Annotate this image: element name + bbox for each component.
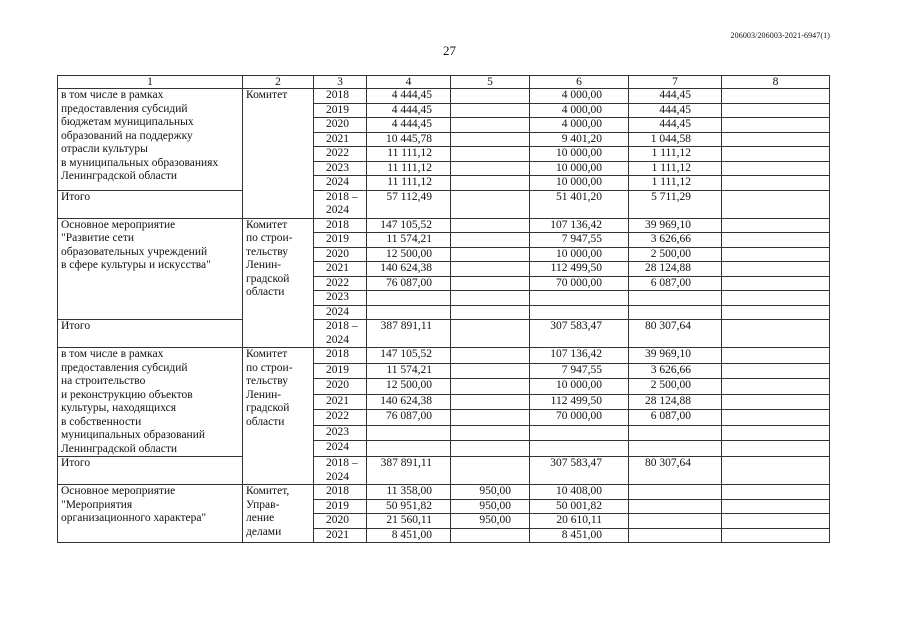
other-sources-cell — [722, 291, 830, 306]
year-cell: 2023 — [314, 291, 367, 306]
local-budget-cell: 28 124,88 — [629, 262, 722, 277]
local-budget-cell: 39 969,10 — [629, 218, 722, 233]
federal-budget-cell — [451, 247, 530, 262]
local-budget-cell: 1 111,12 — [629, 147, 722, 162]
regional-budget-cell — [530, 291, 629, 306]
total-amount-cell: 140 624,38 — [367, 262, 451, 277]
column-header: 5 — [451, 76, 530, 89]
executor-line: Комитет — [246, 89, 288, 101]
other-sources-cell — [722, 218, 830, 233]
total-amount-cell — [367, 425, 451, 441]
executor-line: Ленин- — [246, 259, 282, 271]
column-header: 1 — [58, 76, 243, 89]
regional-budget-cell: 51 401,20 — [530, 190, 629, 218]
other-sources-cell — [722, 394, 830, 410]
description-line: предоставления субсидий — [61, 361, 188, 374]
local-budget-cell: 5 711,29 — [629, 190, 722, 218]
total-amount-cell: 387 891,11 — [367, 320, 451, 348]
other-sources-cell — [722, 499, 830, 514]
other-sources-cell — [722, 514, 830, 529]
total-label: Итого — [58, 190, 243, 218]
column-header: 8 — [722, 76, 830, 89]
other-sources-cell — [722, 89, 830, 104]
year-cell: 2020 — [314, 118, 367, 133]
local-budget-cell: 39 969,10 — [629, 348, 722, 364]
regional-budget-cell: 307 583,47 — [530, 320, 629, 348]
federal-budget-cell — [451, 348, 530, 364]
period-line: 2024 — [326, 333, 349, 346]
regional-budget-cell — [530, 441, 629, 457]
local-budget-cell — [629, 441, 722, 457]
regional-budget-cell — [530, 425, 629, 441]
regional-budget-cell: 107 136,42 — [530, 218, 629, 233]
regional-budget-cell: 112 499,50 — [530, 394, 629, 410]
federal-budget-cell: 950,00 — [451, 514, 530, 529]
local-budget-cell: 80 307,64 — [629, 320, 722, 348]
local-budget-cell: 28 124,88 — [629, 394, 722, 410]
year-cell: 2019 — [314, 233, 367, 248]
regional-budget-cell: 70 000,00 — [530, 410, 629, 426]
regional-budget-cell: 70 000,00 — [530, 276, 629, 291]
executor-line: делами — [246, 525, 282, 538]
year-cell: 2020 — [314, 247, 367, 262]
local-budget-cell — [629, 305, 722, 320]
year-cell: 2022 — [314, 276, 367, 291]
total-amount-cell: 11 111,12 — [367, 147, 451, 162]
regional-budget-cell: 10 000,00 — [530, 161, 629, 176]
local-budget-cell: 444,45 — [629, 118, 722, 133]
total-row — [58, 457, 830, 485]
description-line: бюджетам муниципальных — [61, 116, 194, 128]
regional-budget-cell: 4 000,00 — [530, 118, 629, 133]
period-line: 2024 — [326, 470, 349, 483]
other-sources-cell — [722, 348, 830, 364]
regional-budget-cell: 50 001,82 — [530, 499, 629, 514]
total-amount-cell: 147 105,52 — [367, 218, 451, 233]
total-row — [58, 190, 830, 218]
regional-budget-cell: 20 610,11 — [530, 514, 629, 529]
federal-budget-cell — [451, 379, 530, 395]
federal-budget-cell — [451, 176, 530, 191]
regional-budget-cell — [530, 305, 629, 320]
other-sources-cell — [722, 147, 830, 162]
federal-budget-cell — [451, 161, 530, 176]
year-cell: 2024 — [314, 305, 367, 320]
other-sources-cell — [722, 320, 830, 348]
local-budget-cell — [629, 485, 722, 500]
year-cell: 2023 — [314, 425, 367, 441]
other-sources-cell — [722, 363, 830, 379]
federal-budget-cell: 950,00 — [451, 499, 530, 514]
regional-budget-cell: 10 000,00 — [530, 147, 629, 162]
year-cell: 2021 — [314, 394, 367, 410]
total-amount-cell: 12 500,00 — [367, 379, 451, 395]
total-amount-cell: 76 087,00 — [367, 410, 451, 426]
federal-budget-cell — [451, 410, 530, 426]
description-line: организационного характера" — [61, 512, 207, 524]
description-line: в муниципальных образованиях — [61, 156, 219, 169]
federal-budget-cell — [451, 441, 530, 457]
federal-budget-cell — [451, 233, 530, 248]
other-sources-cell — [722, 190, 830, 218]
description-line: "Мероприятия — [61, 498, 133, 511]
total-amount-cell: 12 500,00 — [367, 247, 451, 262]
description-line: в собственности — [61, 415, 142, 428]
executor-line: области — [246, 286, 285, 298]
local-budget-cell — [629, 499, 722, 514]
year-cell: 2024 — [314, 441, 367, 457]
description-line: в том числе в рамках — [61, 348, 164, 360]
executor-line: Комитет — [246, 218, 288, 231]
description-line: предоставления субсидий — [61, 102, 188, 115]
description-line: образований на поддержку — [61, 129, 193, 142]
executor-line: по строи- — [246, 361, 293, 374]
total-amount-cell: 11 574,21 — [367, 233, 451, 248]
table-row — [58, 89, 830, 104]
budget-table — [57, 75, 830, 543]
federal-budget-cell: 950,00 — [451, 485, 530, 500]
executor-cell — [243, 218, 314, 348]
local-budget-cell: 6 087,00 — [629, 276, 722, 291]
page-number: 27 — [443, 43, 456, 58]
other-sources-cell — [722, 118, 830, 133]
year-cell: 2022 — [314, 147, 367, 162]
description-line: в сфере культуры и искусства" — [61, 259, 211, 271]
executor-line: градской — [246, 402, 290, 414]
local-budget-cell: 80 307,64 — [629, 457, 722, 485]
column-header: 6 — [530, 76, 629, 89]
local-budget-cell: 444,45 — [629, 103, 722, 118]
table-row — [58, 218, 830, 233]
executor-line: ление — [246, 512, 275, 524]
executor-line: по строи- — [246, 232, 293, 244]
total-amount-cell: 140 624,38 — [367, 394, 451, 410]
other-sources-cell — [722, 410, 830, 426]
regional-budget-cell: 10 000,00 — [530, 379, 629, 395]
column-header: 3 — [314, 76, 367, 89]
other-sources-cell — [722, 103, 830, 118]
measure-description — [58, 348, 243, 457]
total-amount-cell: 147 105,52 — [367, 348, 451, 364]
total-amount-cell: 4 444,45 — [367, 118, 451, 133]
total-amount-cell — [367, 305, 451, 320]
measure-description — [58, 218, 243, 320]
year-cell: 2023 — [314, 161, 367, 176]
federal-budget-cell — [451, 320, 530, 348]
local-budget-cell — [629, 291, 722, 306]
year-cell: 2021 — [314, 528, 367, 543]
column-header: 2 — [243, 76, 314, 89]
federal-budget-cell — [451, 118, 530, 133]
total-amount-cell — [367, 291, 451, 306]
local-budget-cell — [629, 425, 722, 441]
federal-budget-cell — [451, 103, 530, 118]
local-budget-cell — [629, 514, 722, 529]
description-line: культуры, находящихся — [61, 402, 177, 414]
description-line: муниципальных образований — [61, 429, 206, 441]
executor-line: Управ- — [246, 498, 280, 511]
executor-cell — [243, 89, 314, 219]
federal-budget-cell — [451, 528, 530, 543]
total-amount-cell: 8 451,00 — [367, 528, 451, 543]
description-line: Основное мероприятие — [61, 485, 176, 497]
executor-line: Комитет, — [246, 485, 290, 497]
total-amount-cell: 50 951,82 — [367, 499, 451, 514]
regional-budget-cell: 4 000,00 — [530, 89, 629, 104]
total-period-cell — [314, 190, 367, 218]
executor-line: Ленин- — [246, 388, 282, 401]
description-line: отрасли культуры — [61, 143, 148, 155]
local-budget-cell: 444,45 — [629, 89, 722, 104]
federal-budget-cell — [451, 425, 530, 441]
total-label: Итого — [58, 320, 243, 348]
regional-budget-cell: 10 000,00 — [530, 247, 629, 262]
executor-line: тельству — [246, 245, 289, 258]
table-row — [58, 485, 830, 500]
year-cell: 2019 — [314, 499, 367, 514]
local-budget-cell: 3 626,66 — [629, 233, 722, 248]
other-sources-cell — [722, 457, 830, 485]
description-line: Основное мероприятие — [61, 218, 176, 231]
measure-description — [58, 89, 243, 191]
federal-budget-cell — [451, 394, 530, 410]
regional-budget-cell: 10 000,00 — [530, 176, 629, 191]
federal-budget-cell — [451, 457, 530, 485]
executor-line: области — [246, 415, 285, 428]
local-budget-cell: 1 111,12 — [629, 176, 722, 191]
table-row — [58, 348, 830, 364]
other-sources-cell — [722, 528, 830, 543]
period-line: 2018 – — [326, 190, 358, 203]
description-line: "Развитие сети — [61, 232, 135, 244]
total-amount-cell: 57 112,49 — [367, 190, 451, 218]
federal-budget-cell — [451, 218, 530, 233]
executor-cell — [243, 485, 314, 543]
total-amount-cell: 387 891,11 — [367, 457, 451, 485]
regional-budget-cell: 307 583,47 — [530, 457, 629, 485]
description-line: в том числе в рамках — [61, 89, 164, 101]
federal-budget-cell — [451, 190, 530, 218]
total-amount-cell: 4 444,45 — [367, 89, 451, 104]
federal-budget-cell — [451, 262, 530, 277]
other-sources-cell — [722, 247, 830, 262]
column-header: 4 — [367, 76, 451, 89]
regional-budget-cell: 4 000,00 — [530, 103, 629, 118]
total-period-cell — [314, 457, 367, 485]
total-amount-cell: 10 445,78 — [367, 132, 451, 147]
total-amount-cell: 11 574,21 — [367, 363, 451, 379]
total-amount-cell: 11 111,12 — [367, 161, 451, 176]
column-header: 7 — [629, 76, 722, 89]
federal-budget-cell — [451, 363, 530, 379]
local-budget-cell: 2 500,00 — [629, 379, 722, 395]
other-sources-cell — [722, 176, 830, 191]
federal-budget-cell — [451, 291, 530, 306]
year-cell: 2018 — [314, 218, 367, 233]
total-amount-cell — [367, 441, 451, 457]
executor-line: Комитет — [246, 348, 288, 360]
executor-cell — [243, 348, 314, 485]
executor-line: градской — [246, 272, 290, 285]
other-sources-cell — [722, 485, 830, 500]
other-sources-cell — [722, 132, 830, 147]
other-sources-cell — [722, 425, 830, 441]
total-amount-cell: 4 444,45 — [367, 103, 451, 118]
description-line: на строительство — [61, 375, 146, 387]
local-budget-cell: 2 500,00 — [629, 247, 722, 262]
other-sources-cell — [722, 305, 830, 320]
total-label: Итого — [58, 457, 243, 485]
regional-budget-cell: 9 401,20 — [530, 132, 629, 147]
description-line: Ленинградской области — [61, 170, 178, 182]
executor-line: тельству — [246, 375, 289, 387]
federal-budget-cell — [451, 276, 530, 291]
other-sources-cell — [722, 441, 830, 457]
total-amount-cell: 21 560,11 — [367, 514, 451, 529]
total-row — [58, 320, 830, 348]
local-budget-cell — [629, 528, 722, 543]
total-amount-cell: 11 358,00 — [367, 485, 451, 500]
regional-budget-cell: 10 408,00 — [530, 485, 629, 500]
year-cell: 2019 — [314, 103, 367, 118]
local-budget-cell: 3 626,66 — [629, 363, 722, 379]
federal-budget-cell — [451, 89, 530, 104]
local-budget-cell: 6 087,00 — [629, 410, 722, 426]
local-budget-cell: 1 111,12 — [629, 161, 722, 176]
year-cell: 2019 — [314, 363, 367, 379]
total-period-cell — [314, 320, 367, 348]
description-line: Ленинградской области — [61, 442, 178, 455]
column-header-row — [58, 76, 830, 89]
regional-budget-cell: 7 947,55 — [530, 233, 629, 248]
federal-budget-cell — [451, 132, 530, 147]
year-cell: 2020 — [314, 379, 367, 395]
year-cell: 2018 — [314, 485, 367, 500]
period-line: 2018 – — [326, 457, 358, 469]
total-amount-cell: 76 087,00 — [367, 276, 451, 291]
period-line: 2018 – — [326, 320, 358, 332]
year-cell: 2021 — [314, 262, 367, 277]
regional-budget-cell: 107 136,42 — [530, 348, 629, 364]
other-sources-cell — [722, 262, 830, 277]
period-line: 2024 — [326, 204, 349, 216]
year-cell: 2021 — [314, 132, 367, 147]
description-line: и реконструкцию объектов — [61, 388, 193, 401]
description-line: образовательных учреждений — [61, 245, 208, 258]
regional-budget-cell: 112 499,50 — [530, 262, 629, 277]
year-cell: 2024 — [314, 176, 367, 191]
other-sources-cell — [722, 161, 830, 176]
other-sources-cell — [722, 276, 830, 291]
year-cell: 2018 — [314, 348, 367, 364]
regional-budget-cell: 7 947,55 — [530, 363, 629, 379]
measure-description — [58, 485, 243, 543]
other-sources-cell — [722, 233, 830, 248]
document-id: 206003/206003-2021-6947(1) — [730, 31, 830, 40]
total-amount-cell: 11 111,12 — [367, 176, 451, 191]
year-cell: 2018 — [314, 89, 367, 104]
local-budget-cell: 1 044,58 — [629, 132, 722, 147]
other-sources-cell — [722, 379, 830, 395]
year-cell: 2022 — [314, 410, 367, 426]
year-cell: 2020 — [314, 514, 367, 529]
table-body — [58, 76, 830, 543]
federal-budget-cell — [451, 305, 530, 320]
regional-budget-cell: 8 451,00 — [530, 528, 629, 543]
federal-budget-cell — [451, 147, 530, 162]
